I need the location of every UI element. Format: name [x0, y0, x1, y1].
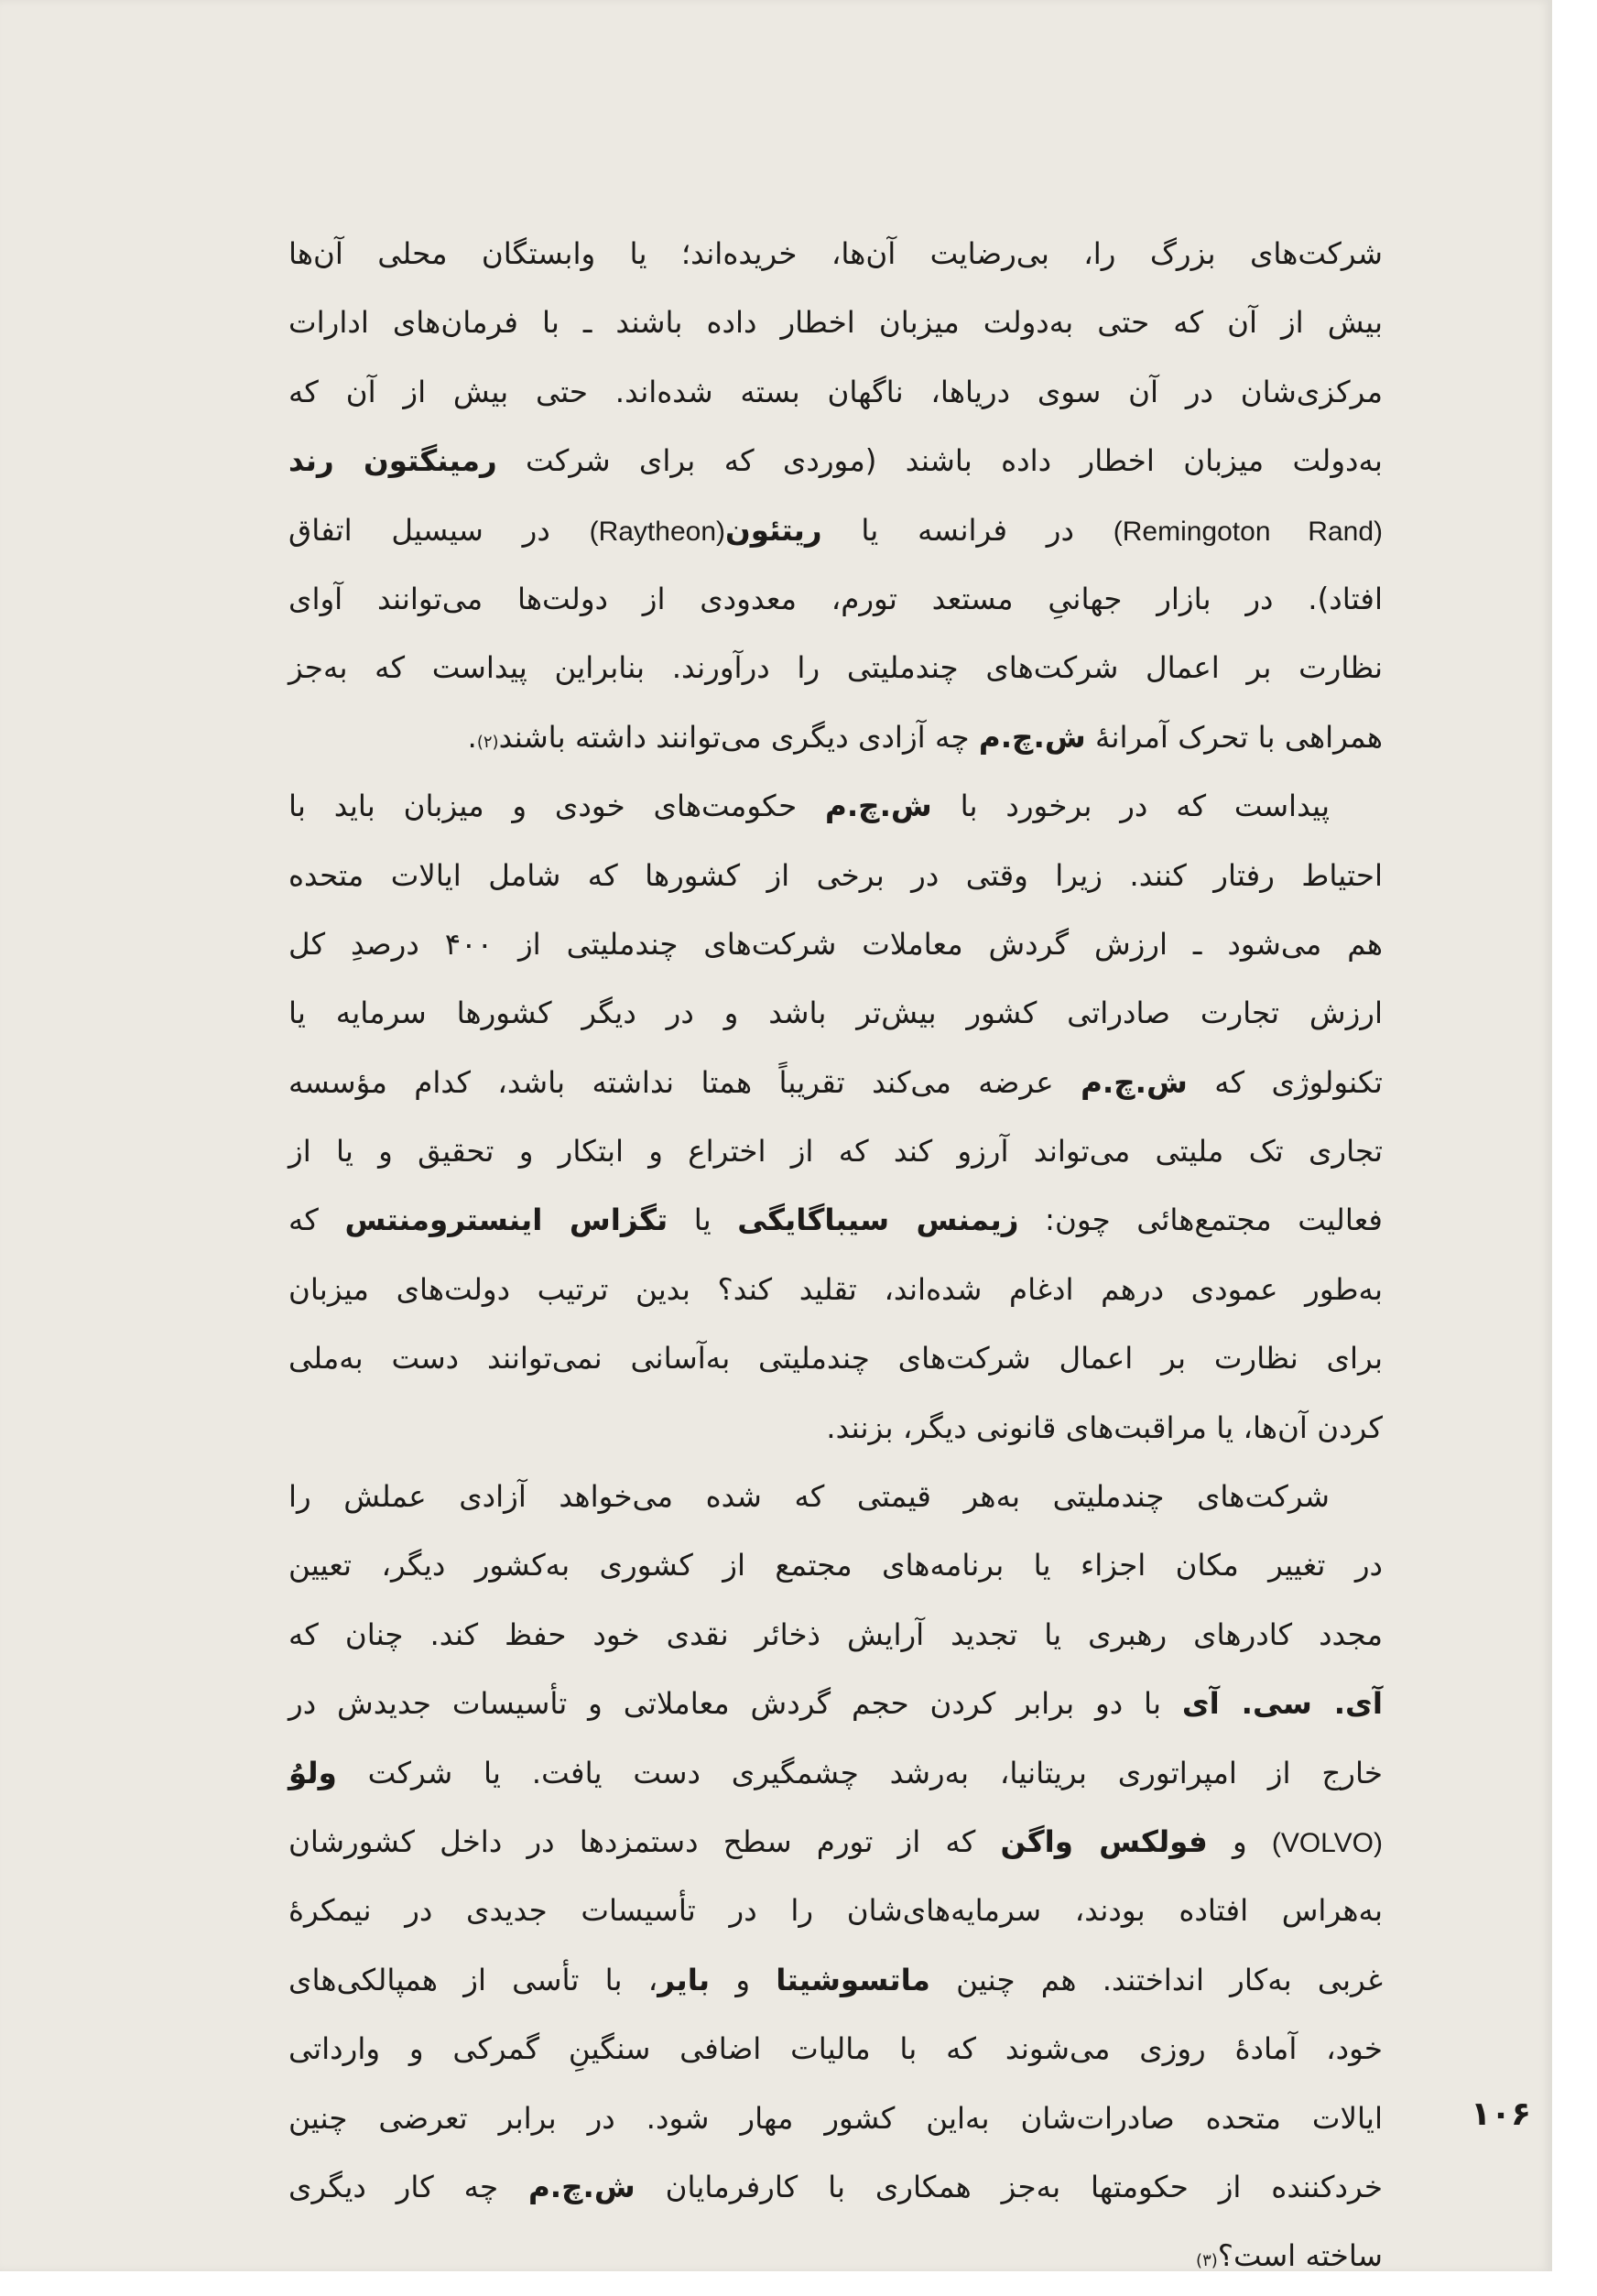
text-run: که از تورم سطح دستمزدها در داخل کشورشان	[288, 1823, 976, 1859]
company-name: ریتئون	[725, 512, 822, 548]
abbreviation: ش.چ.م	[527, 2169, 636, 2204]
footnote-marker: (۲)	[476, 732, 499, 752]
text-line	[288, 772, 1383, 841]
text-run: خردکننده از حکومتها به‌جز همکاری با کارفرمایان	[665, 2169, 1383, 2204]
text-run: ساخته است؟	[1217, 2238, 1383, 2274]
text-line: شرکت‌های بزرگ را، بی‌رضایت آن‌ها، خریده‌اند؛ یا وابستگان محلی آن‌ها	[288, 236, 1383, 271]
text-line	[288, 1049, 1383, 1117]
text-run: فعالیت مجتمع‌هائی چون:	[1045, 1202, 1383, 1238]
text-line: ایالات متحده صادرات‌شان به‌این کشور مهار شود. در برابر تعرضی چنین	[288, 2100, 1383, 2136]
body-text	[288, 220, 1383, 2291]
company-name: تگزاس اینسترومنتس	[344, 1202, 668, 1238]
text-line: بیش از آن که حتی به‌دولت میزبان اخطار داده باشند ـ با فرمان‌های ادارات	[288, 305, 1383, 341]
text-line: در تغییر مکان اجزاء یا برنامه‌های مجتمع از کشوری به‌کشور دیگر، تعیین	[288, 1548, 1383, 1583]
text-line	[288, 1670, 1383, 1738]
company-name: زیمنس سیباگایگی	[737, 1202, 1019, 1238]
text-line	[288, 1739, 1383, 1808]
text-line: ارزش تجارت صادراتی کشور بیش‌تر باشد و در دیگر کشورها سرمایه یا	[288, 996, 1383, 1031]
text-line	[288, 703, 1383, 772]
company-name: ولوُ	[288, 1755, 337, 1790]
text-line: هم می‌شود ـ ارزش گردش معاملات شرکت‌های چندملیتی از ۴۰۰ درصدِ کل	[288, 926, 1383, 962]
latin-name: (VOLVO)	[1271, 1827, 1383, 1858]
footnote-marker: (۳)	[1196, 2251, 1218, 2271]
text-run: به‌دولت میزبان اخطار داده باشند (موردی که برای شرکت	[526, 443, 1383, 479]
text-line	[288, 496, 1383, 565]
paragraph-3	[288, 1463, 1383, 2291]
text-line	[288, 1946, 1383, 2015]
text-line	[288, 1186, 1383, 1255]
page-number: ۱۰۶	[1471, 2095, 1531, 2133]
company-name: رمینگتون رند	[288, 443, 497, 479]
paragraph-1	[288, 220, 1383, 772]
latin-name: (Raytheon)	[589, 516, 725, 547]
paragraph-2	[288, 772, 1383, 1463]
company-name: فولکس واگن	[1000, 1823, 1208, 1859]
text-line: مرکزی‌شان در آن سوی دریاها، ناگهان بسته شده‌اند. حتی بیش از آن که	[288, 374, 1383, 409]
text-line	[288, 2222, 1383, 2291]
text-run: حکومت‌های خودی و میزبان باید با	[288, 789, 798, 824]
text-line: خود، آمادهٔ روزی می‌شوند که با مالیات اضافی سنگینِ گمرکی و وارداتی	[288, 2031, 1383, 2067]
company-name: ماتسوشیتا	[776, 1962, 930, 1997]
text-run: در سیسیل اتفاق	[288, 512, 550, 548]
text-line: برای نظارت بر اعمال شرکت‌های چندملیتی به‌آسانی نمی‌توانند دست به‌ملی	[288, 1341, 1383, 1377]
text-run: و	[1232, 1823, 1247, 1859]
text-line: نظارت بر اعمال شرکت‌های چندملیتی را درآورند. بنابراین پیداست که به‌جز	[288, 650, 1383, 686]
text-run: .	[467, 719, 477, 755]
scan-margin	[1552, 0, 1597, 2271]
company-name: آی. سی. آی	[1181, 1686, 1383, 1722]
text-run: همراهی با تحرک آمرانهٔ	[1095, 719, 1383, 755]
text-line: تجاری تک ملیتی می‌تواند آرزو کند که از اختراع و ابتکار و تحقیق و یا از	[288, 1134, 1383, 1170]
text-line: به‌هراس افتاده بودند، سرمایه‌های‌شان را در تأسیسات جدیدی در نیمکرهٔ	[288, 1893, 1383, 1929]
text-line	[288, 427, 1383, 495]
text-run: و	[735, 1962, 751, 1997]
text-line: مجدد کادرهای رهبری یا تجدید آرایش ذخائر نقدی خود حفظ کند. چنان که	[288, 1616, 1383, 1652]
text-run: پیداست که در برخورد با	[960, 789, 1330, 824]
text-run: در فرانسه یا	[861, 512, 1074, 548]
text-run: غربی به‌کار انداختند. هم چنین	[956, 1962, 1383, 1997]
text-run: ، با تأسی از همپالکی‌های	[288, 1962, 658, 1997]
text-run: تکنولوژی که	[1214, 1064, 1383, 1100]
text-run: چه کار دیگری	[288, 2169, 499, 2204]
latin-name: (Remingoton Rand)	[1113, 516, 1383, 547]
text-run: یا	[693, 1202, 712, 1238]
text-line: افتاد). در بازار جهانیِ مستعد تورم، معدودی از دولت‌ها می‌توانند آوای	[288, 581, 1383, 616]
company-name: بایر	[657, 1962, 711, 1997]
text-line: شرکت‌های چندملیتی به‌هر قیمتی که شده می‌خواهد آزادی عملش را	[288, 1479, 1330, 1515]
text-line: احتیاط رفتار کنند. زیرا وقتی در برخی از کشورها که شامل ایالات متحده	[288, 857, 1383, 893]
abbreviation: ش.چ.م	[978, 719, 1086, 755]
text-line	[288, 2153, 1383, 2222]
text-line: به‌طور عمودی درهم ادغام شده‌اند، تقلید کند؟ بدین ترتیب دولت‌های میزبان	[288, 1271, 1383, 1307]
text-run: با دو برابر کردن حجم گردش معاملاتی و تأسیسات جدیدش در	[288, 1686, 1162, 1722]
abbreviation: ش.چ.م	[825, 789, 932, 824]
text-run: عرضه می‌کند تقریباً همتا نداشته باشد، کدام مؤسسه	[288, 1064, 1054, 1100]
text-run: خارج از امپراتوری بریتانیا، به‌رشد چشمگیری دست یافت. یا شرکت	[367, 1755, 1383, 1790]
text-line: کردن آن‌ها، یا مراقبت‌های قانونی دیگر، بزنند.	[826, 1409, 1383, 1445]
text-run: که	[288, 1202, 319, 1238]
abbreviation: ش.چ.م	[1081, 1064, 1188, 1100]
text-line	[288, 1808, 1383, 1877]
text-run: چه آزادی دیگری می‌توانند داشته باشند	[498, 719, 970, 755]
